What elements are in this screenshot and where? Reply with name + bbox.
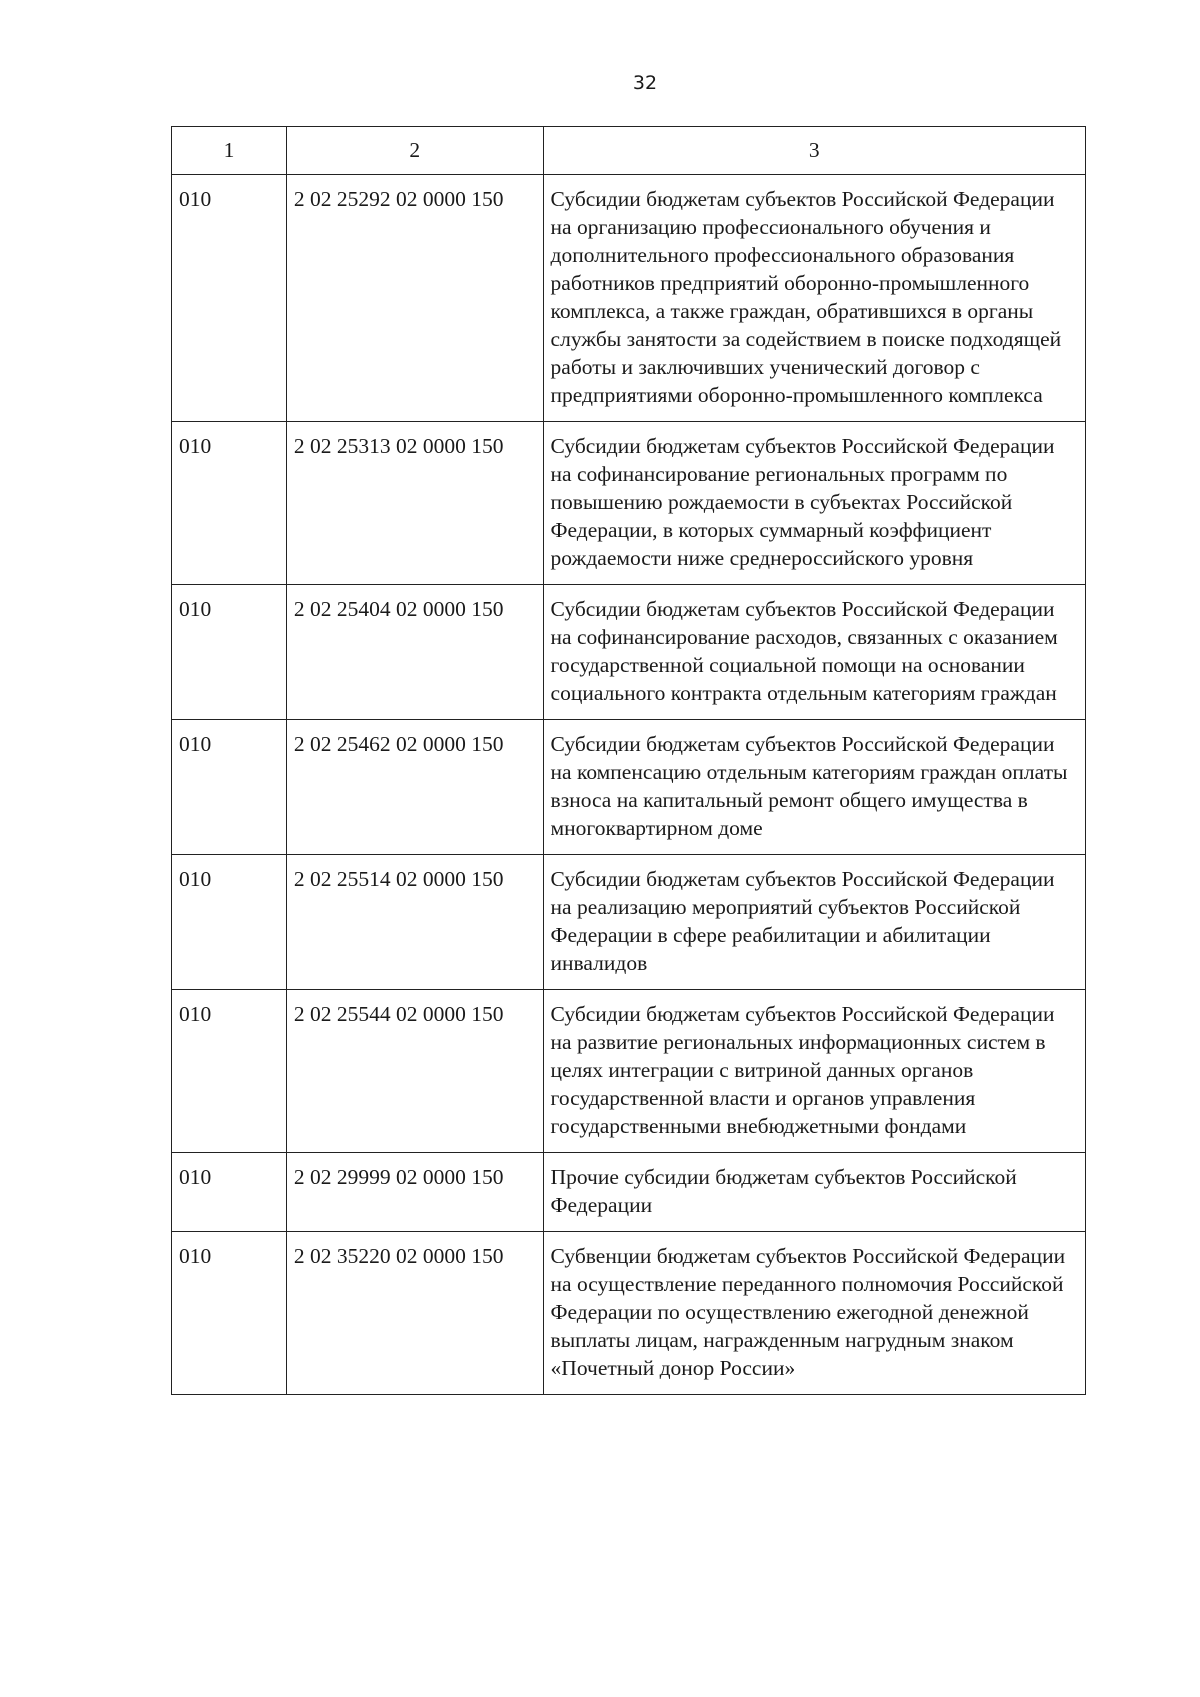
description-cell: Субсидии бюджетам субъектов Российской Федерации на софинансирование региональных программ по повышению рождаемости в субъектах Российской Федерации, в которых суммарный коэффициент рождаемости ниже среднероссийского уровня — [543, 422, 1085, 585]
budget-code-cell: 2 02 35220 02 0000 150 — [286, 1232, 543, 1395]
description-cell: Субвенции бюджетам субъектов Российской Федерации на осуществление переданного полномочия Российской Федерации по осуществлению ежегодной денежной выплаты лицам, награжденным нагрудным знаком «Почетный донор России» — [543, 1232, 1085, 1395]
admin-code-cell: 010 — [172, 720, 287, 855]
budget-code-cell: 2 02 25544 02 0000 150 — [286, 990, 543, 1153]
budget-code-cell: 2 02 25404 02 0000 150 — [286, 585, 543, 720]
table-row — [172, 855, 1086, 990]
table-row — [172, 720, 1086, 855]
description-cell: Прочие субсидии бюджетам субъектов Российской Федерации — [543, 1153, 1085, 1232]
header-col-2: 2 — [286, 127, 543, 175]
admin-code-cell: 010 — [172, 585, 287, 720]
admin-code-cell: 010 — [172, 1232, 287, 1395]
header-col-3: 3 — [543, 127, 1085, 175]
table-row — [172, 175, 1086, 422]
description-cell: Субсидии бюджетам субъектов Российской Федерации на софинансирование расходов, связанных с оказанием государственной социальной помощи на основании социального контракта отдельным категориям граждан — [543, 585, 1085, 720]
table-row — [172, 990, 1086, 1153]
budget-code-table — [171, 126, 1086, 1395]
description-cell: Субсидии бюджетам субъектов Российской Федерации на реализацию мероприятий субъектов Российской Федерации в сфере реабилитации и абилитации инвалидов — [543, 855, 1085, 990]
admin-code-cell: 010 — [172, 175, 287, 422]
budget-code-cell: 2 02 25313 02 0000 150 — [286, 422, 543, 585]
page-number: 32 — [632, 72, 658, 94]
table-header-row — [172, 127, 1086, 175]
header-col-1: 1 — [172, 127, 287, 175]
table-row — [172, 585, 1086, 720]
budget-code-cell: 2 02 25514 02 0000 150 — [286, 855, 543, 990]
description-cell: Субсидии бюджетам субъектов Российской Федерации на организацию профессионального обучения и дополнительного профессионального образования работников предприятий оборонно-промышленного комплекса, а также граждан, обратившихся в органы службы занятости за содействием в поиске подходящей работы и заключивших ученический договор с предприятиями оборонно-промышленного комплекса — [543, 175, 1085, 422]
budget-code-cell: 2 02 25292 02 0000 150 — [286, 175, 543, 422]
admin-code-cell: 010 — [172, 990, 287, 1153]
admin-code-cell: 010 — [172, 855, 287, 990]
admin-code-cell: 010 — [172, 422, 287, 585]
description-cell: Субсидии бюджетам субъектов Российской Федерации на развитие региональных информационных систем в целях интеграции с витриной данных органов государственной власти и органов управления государственными внебюджетными фондами — [543, 990, 1085, 1153]
table-row — [172, 1232, 1086, 1395]
budget-code-cell: 2 02 29999 02 0000 150 — [286, 1153, 543, 1232]
description-cell: Субсидии бюджетам субъектов Российской Федерации на компенсацию отдельным категориям граждан оплаты взноса на капитальный ремонт общего имущества в многоквартирном доме — [543, 720, 1085, 855]
table-row — [172, 1153, 1086, 1232]
budget-code-cell: 2 02 25462 02 0000 150 — [286, 720, 543, 855]
admin-code-cell: 010 — [172, 1153, 287, 1232]
table-row — [172, 422, 1086, 585]
